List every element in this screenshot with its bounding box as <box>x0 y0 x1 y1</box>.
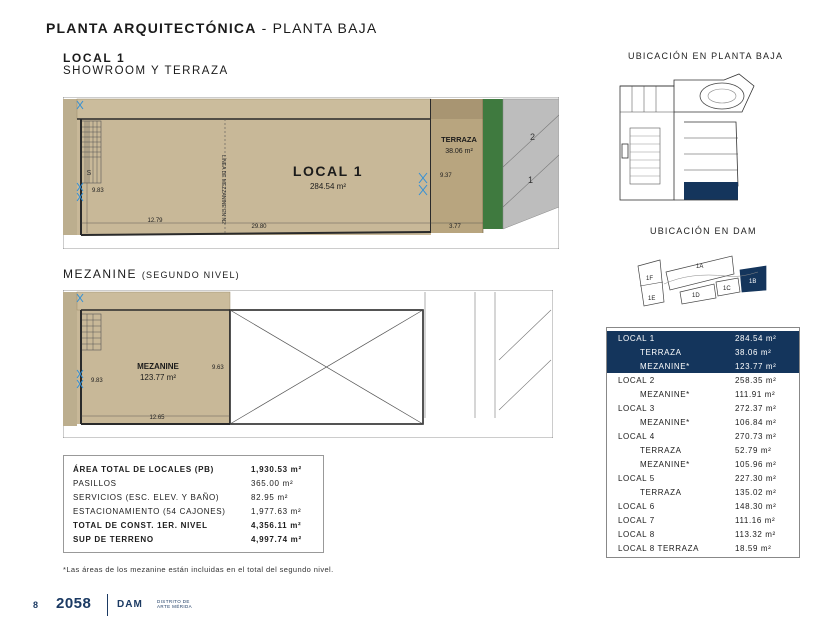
lot-label-1c: 1C <box>723 286 731 292</box>
terrace-area-text: 38.06 m² <box>445 148 473 155</box>
areas-row-value: 272.37 m² <box>735 403 777 413</box>
areas-row-label: LOCAL 8 <box>618 529 655 539</box>
left-strip <box>63 99 77 235</box>
areas-row-value: 258.35 m² <box>735 375 777 385</box>
summary-row-value: 1,977.63 m² <box>251 506 302 516</box>
mez-floor <box>77 292 230 424</box>
areas-table <box>606 327 800 558</box>
brand-dam-subtitle: DISTRITO DE ARTE MÉRIDA <box>157 599 193 609</box>
summary-row-label: ÁREA TOTAL DE LOCALES (PB) <box>73 464 215 474</box>
stair-letter: S <box>86 170 92 177</box>
terrace-label: TERRAZA <box>441 135 477 144</box>
summary-row-value: 4,356.11 m² <box>251 520 302 530</box>
areas-row-label: TERRAZA <box>640 487 682 497</box>
loc-small-block <box>622 144 628 158</box>
lot-label-1e: 1E <box>648 296 656 302</box>
parking-number-2: 2 <box>530 132 536 142</box>
areas-row <box>607 345 799 359</box>
loc-oval-inner <box>708 89 736 103</box>
page-title-sub: - PLANTA BAJA <box>256 20 378 36</box>
ground-floor-plan <box>63 97 559 249</box>
areas-row-label: MEZANINE* <box>640 459 690 469</box>
areas-row-value: 227.30 m² <box>735 473 777 483</box>
areas-row-value: 123.77 m² <box>735 361 777 371</box>
lot-label-1b: 1B <box>749 279 757 285</box>
areas-row <box>607 471 799 485</box>
local-main-area: 284.54 m² <box>309 182 347 191</box>
page-title <box>46 20 377 36</box>
areas-row-label: LOCAL 2 <box>618 375 655 385</box>
areas-row-value: 105.96 m² <box>735 459 777 469</box>
dim-height-left: 9.83 <box>92 188 104 194</box>
summary-row <box>73 518 314 532</box>
dim-width-a: 12.79 <box>147 218 163 224</box>
summary-row <box>73 462 314 476</box>
mezzanine-plan <box>63 290 553 438</box>
parking-ramp <box>503 99 559 229</box>
mez-dim-height-left: 9.83 <box>91 378 103 384</box>
areas-row-label: LOCAL 8 TERRAZA <box>618 543 700 553</box>
mez-dim-width: 12.65 <box>149 415 165 421</box>
mezzanine-heading <box>63 267 240 281</box>
summary-row-label: TOTAL DE CONST. 1ER. NIVEL <box>73 520 208 530</box>
page-number: 8 <box>33 600 39 610</box>
mezzanine-area: 123.77 m² <box>139 373 177 382</box>
summary-row <box>73 532 314 546</box>
ground-location-title: UBICACIÓN EN PLANTA BAJA <box>628 51 784 61</box>
dam-location-title: UBICACIÓN EN DAM <box>650 226 757 236</box>
local-description: SHOWROOM Y TERRAZA <box>63 65 229 77</box>
loc-highlight <box>684 182 738 200</box>
areas-row-value: 148.30 m² <box>735 501 777 511</box>
areas-row-label: LOCAL 7 <box>618 515 655 525</box>
summary-row <box>73 476 314 490</box>
areas-row-value: 52.79 m² <box>735 445 772 455</box>
areas-row <box>607 485 799 499</box>
summary-row-label: PASILLOS <box>73 478 117 488</box>
parking-number-1: 1 <box>528 175 534 185</box>
loc-block-left <box>620 86 674 200</box>
areas-row-value: 18.59 m² <box>735 543 772 553</box>
areas-row <box>607 499 799 513</box>
mez-left-strip <box>63 292 77 426</box>
mezzanine-line-text: LÍNEA DE MEZZANINE EN N2 <box>220 155 226 224</box>
areas-row <box>607 415 799 429</box>
areas-row-label: TERRAZA <box>640 347 682 357</box>
lot-label-1d: 1D <box>692 293 700 299</box>
summary-row-label: SUP DE TERRENO <box>73 534 154 544</box>
terrace-area <box>431 99 483 233</box>
green-strip <box>483 99 503 229</box>
areas-row-label: LOCAL 5 <box>618 473 655 483</box>
areas-row-value: 111.91 m² <box>735 389 776 399</box>
areas-row <box>607 541 799 555</box>
dam-location-map <box>630 242 770 310</box>
areas-row <box>607 457 799 471</box>
areas-row-label: LOCAL 1 <box>618 333 655 343</box>
areas-row <box>607 331 799 345</box>
mezzanine-heading-sub: (SEGUNDO NIVEL) <box>141 270 240 280</box>
summary-row-label: ESTACIONAMIENTO (54 CAJONES) <box>73 506 226 516</box>
areas-row-value: 270.73 m² <box>735 431 777 441</box>
areas-row-label: LOCAL 4 <box>618 431 655 441</box>
areas-row-value: 111.16 m² <box>735 515 776 525</box>
areas-row <box>607 527 799 541</box>
mez-dim-height-right: 9.63 <box>212 365 224 371</box>
areas-row-value: 38.06 m² <box>735 347 772 357</box>
terrace-top <box>431 99 483 119</box>
local-main-label: LOCAL 1 <box>292 163 364 179</box>
areas-row <box>607 443 799 457</box>
summary-row <box>73 490 314 504</box>
areas-row-label: MEZANINE* <box>640 417 690 427</box>
areas-row-label: MEZANINE* <box>640 389 690 399</box>
areas-row <box>607 401 799 415</box>
summary-row <box>73 504 314 518</box>
areas-row <box>607 359 799 373</box>
dim-width-b: 29.80 <box>251 224 267 230</box>
summary-row-value: 365.00 m² <box>251 478 294 488</box>
brand-logo-dam: DAM <box>117 599 143 610</box>
mezzanine-heading-main: MEZANINE <box>63 267 138 281</box>
mezzanine-label: MEZANINE <box>137 362 179 371</box>
areas-row-label: LOCAL 6 <box>618 501 655 511</box>
areas-row-value: 113.32 m² <box>735 529 776 539</box>
mez-top-band <box>77 292 230 310</box>
areas-row-value: 284.54 m² <box>735 333 777 343</box>
areas-row <box>607 373 799 387</box>
areas-row <box>607 387 799 401</box>
mez-stairs <box>81 314 101 350</box>
summary-row-value: 82.95 m² <box>251 492 289 502</box>
lot-label-1a: 1A <box>696 264 704 270</box>
areas-row-label: MEZANINE* <box>640 361 690 371</box>
lot-label-1f: 1F <box>646 276 654 282</box>
areas-row <box>607 513 799 527</box>
areas-row-value: 135.02 m² <box>735 487 777 497</box>
summary-row-value: 1,930.53 m² <box>251 464 302 474</box>
local-name: LOCAL 1 <box>63 51 126 65</box>
areas-row-label: LOCAL 3 <box>618 403 655 413</box>
ground-location-map <box>614 72 764 210</box>
areas-row <box>607 429 799 443</box>
summary-row-label: SERVICIOS (ESC. ELEV. Y BAÑO) <box>73 492 220 502</box>
summary-table <box>63 455 324 553</box>
footnote: *Las áreas de los mezanine están incluidas en el total del segundo nivel. <box>63 565 334 574</box>
top-band <box>77 99 431 119</box>
areas-row-value: 106.84 m² <box>735 417 777 427</box>
areas-row-label: TERRAZA <box>640 445 682 455</box>
footer-divider <box>107 594 108 616</box>
summary-row-value: 4,997.74 m² <box>251 534 302 544</box>
dim-width-c: 3.77 <box>449 224 461 230</box>
dim-height-right: 9.37 <box>440 173 452 179</box>
brand-logo-2058: 2058 <box>56 595 92 612</box>
page-title-bold: PLANTA ARQUITECTÓNICA <box>46 20 257 36</box>
